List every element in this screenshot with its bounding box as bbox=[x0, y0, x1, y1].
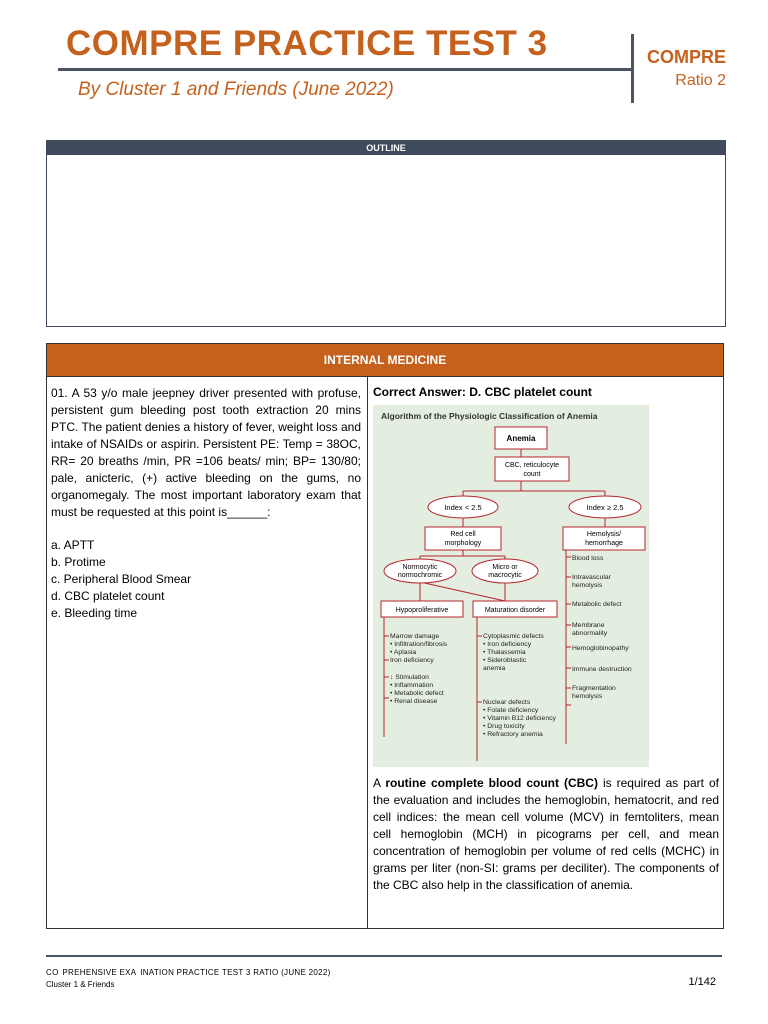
maturation-item: • Iron deficiency bbox=[483, 641, 532, 648]
hemolysis-item: abnormality bbox=[572, 630, 608, 637]
internal-medicine-table bbox=[46, 343, 724, 929]
maturation-item: • Folate deficiency bbox=[483, 707, 539, 714]
correct-answer bbox=[373, 384, 719, 401]
hemolysis-label-2: hemorrhage bbox=[585, 540, 623, 547]
figure-title: Algorithm of the Physiologic Classification of Anemia bbox=[381, 411, 598, 421]
option-d: d. CBC platelet count bbox=[51, 589, 165, 603]
hemolysis-label-1: Hemolysis/ bbox=[586, 531, 622, 538]
hemolysis-item: Metabolic defect bbox=[572, 601, 622, 608]
hypo-item: • Aplasia bbox=[390, 649, 417, 656]
hemolysis-item: Membrane bbox=[572, 622, 605, 629]
footer-authors: Cluster 1 & Friends bbox=[46, 980, 115, 989]
question-column bbox=[51, 385, 361, 622]
hypo-item: Iron deficiency bbox=[390, 657, 434, 664]
maturation-item: anemia bbox=[483, 665, 506, 672]
hypo-item: ↓ Stimulation bbox=[390, 674, 429, 681]
hemolysis-item: Fragmentation bbox=[572, 685, 616, 692]
microcytic-label-2: macrocytic bbox=[488, 572, 522, 579]
hemolysis-item: hemolysis bbox=[572, 693, 603, 700]
anemia-algorithm-diagram bbox=[373, 405, 649, 767]
maturation-item: Nuclear defects bbox=[483, 699, 531, 706]
maturation-item: • Sideroblastic bbox=[483, 657, 527, 664]
hemolysis-list bbox=[572, 555, 632, 700]
index-low-label: Index < 2.5 bbox=[444, 503, 482, 512]
cbc-label-2: count bbox=[523, 471, 541, 478]
title-underline bbox=[58, 68, 631, 71]
anemia-label: Anemia bbox=[506, 434, 536, 443]
hemolysis-item: hemolysis bbox=[572, 582, 603, 589]
header-side-ratio: Ratio 2 bbox=[675, 72, 726, 89]
option-a: a. APTT bbox=[51, 538, 95, 552]
hypo-list bbox=[390, 633, 448, 705]
hypo-item: • Metabolic defect bbox=[390, 690, 444, 697]
maturation-item: • Refractory anemia bbox=[483, 731, 543, 738]
microcytic-label-1: Micro or bbox=[492, 564, 518, 571]
answer-column bbox=[373, 384, 719, 906]
maturation-item: • Vitamin B12 deficiency bbox=[483, 715, 556, 722]
section-header: INTERNAL MEDICINE bbox=[47, 344, 723, 377]
header-side-label: COMPRE bbox=[646, 47, 726, 67]
explanation-lead: A bbox=[373, 776, 386, 790]
column-divider bbox=[367, 377, 368, 928]
footer-document-name: CO PREHENSIVE EXA INATION PRACTICE TEST 3 RATIO (JUNE 2022) bbox=[46, 968, 331, 977]
normocytic-oval bbox=[384, 559, 456, 583]
explanation-bold-term: routine complete blood count (CBC) bbox=[385, 776, 598, 790]
hypo-item: Marrow damage bbox=[390, 633, 440, 640]
outline-header: OUTLINE bbox=[47, 141, 725, 155]
maturation-item: • Drug toxicity bbox=[483, 723, 525, 730]
hemolysis-item: Intravascular bbox=[572, 574, 611, 581]
hypoproliferative-label: Hypoproliferative bbox=[395, 607, 449, 614]
question-text: 01. A 53 y/o male jeepney driver presented with profuse, persistent gum bleeding post tooth extraction 20 mins PTC. The patient denies a history of fever, weight loss and intake of NSAIDs or aspirin. Persistent PE: Temp = 38OC, RR= 20 breaths /min, PR =106 beats/ min; BP= 130/80; pale, anicteric, (+) active bleeding on the gums, no organomegaly. The most important laboratory exam that must be requested at this point is______: bbox=[51, 386, 361, 519]
hemolysis-item: Blood loss bbox=[572, 555, 604, 562]
maturation-item: Cytoplasmic defects bbox=[483, 633, 544, 640]
anemia-algorithm-figure bbox=[373, 405, 649, 767]
hypo-item: • Inflammation bbox=[390, 682, 434, 689]
hypo-item: • Renal disease bbox=[390, 698, 438, 705]
cbc-label-1: CBC, reticulocyte bbox=[504, 462, 560, 469]
maturation-list bbox=[483, 633, 557, 738]
answer-explanation bbox=[373, 775, 719, 894]
document-subtitle: By Cluster 1 and Friends (June 2022) bbox=[78, 79, 394, 100]
option-b: b. Protime bbox=[51, 555, 106, 569]
normocytic-label-1: Normocytic bbox=[402, 564, 438, 571]
option-e: e. Bleeding time bbox=[51, 606, 138, 620]
maturation-label: Maturation disorder bbox=[484, 607, 546, 614]
microcytic-oval bbox=[472, 559, 538, 583]
morphology-label-2: morphology bbox=[444, 540, 482, 547]
normocytic-label-2: normochromic bbox=[397, 572, 443, 579]
option-c: c. Peripheral Blood Smear bbox=[51, 572, 192, 586]
answer-value: : D. CBC platelet count bbox=[461, 385, 592, 399]
page-number: 1/142 bbox=[688, 976, 716, 988]
header-divider bbox=[631, 34, 634, 103]
maturation-item: • Thalassemia bbox=[483, 649, 526, 656]
hemolysis-item: Hemoglobinopathy bbox=[572, 645, 629, 652]
hypo-item: • Infiltration/fibrosis bbox=[390, 641, 448, 648]
options-list bbox=[51, 537, 361, 622]
morphology-label-1: Red cell bbox=[450, 531, 476, 538]
footer-rule bbox=[46, 955, 722, 957]
index-high-label: Index ≥ 2.5 bbox=[586, 503, 624, 512]
answer-label: Correct Answer bbox=[373, 385, 462, 399]
document-title: COMPRE PRACTICE TEST 3 bbox=[66, 24, 548, 63]
outline-box bbox=[46, 140, 726, 327]
hemolysis-item: Immune destruction bbox=[572, 666, 632, 673]
explanation-body: is required as part of the evaluation and includes the hemoglobin, hematocrit, and red cell indices: the mean cell volume (MCV) in femtoliters, mean cell hemoglobin (MCH) in picograms per cell, and mean concentration of hemoglobin per volume of red cells (MCHC) in grams per liter (non-SI: grams per deciliter). The components of the CBC also help in the classification of anemia. bbox=[373, 776, 719, 892]
